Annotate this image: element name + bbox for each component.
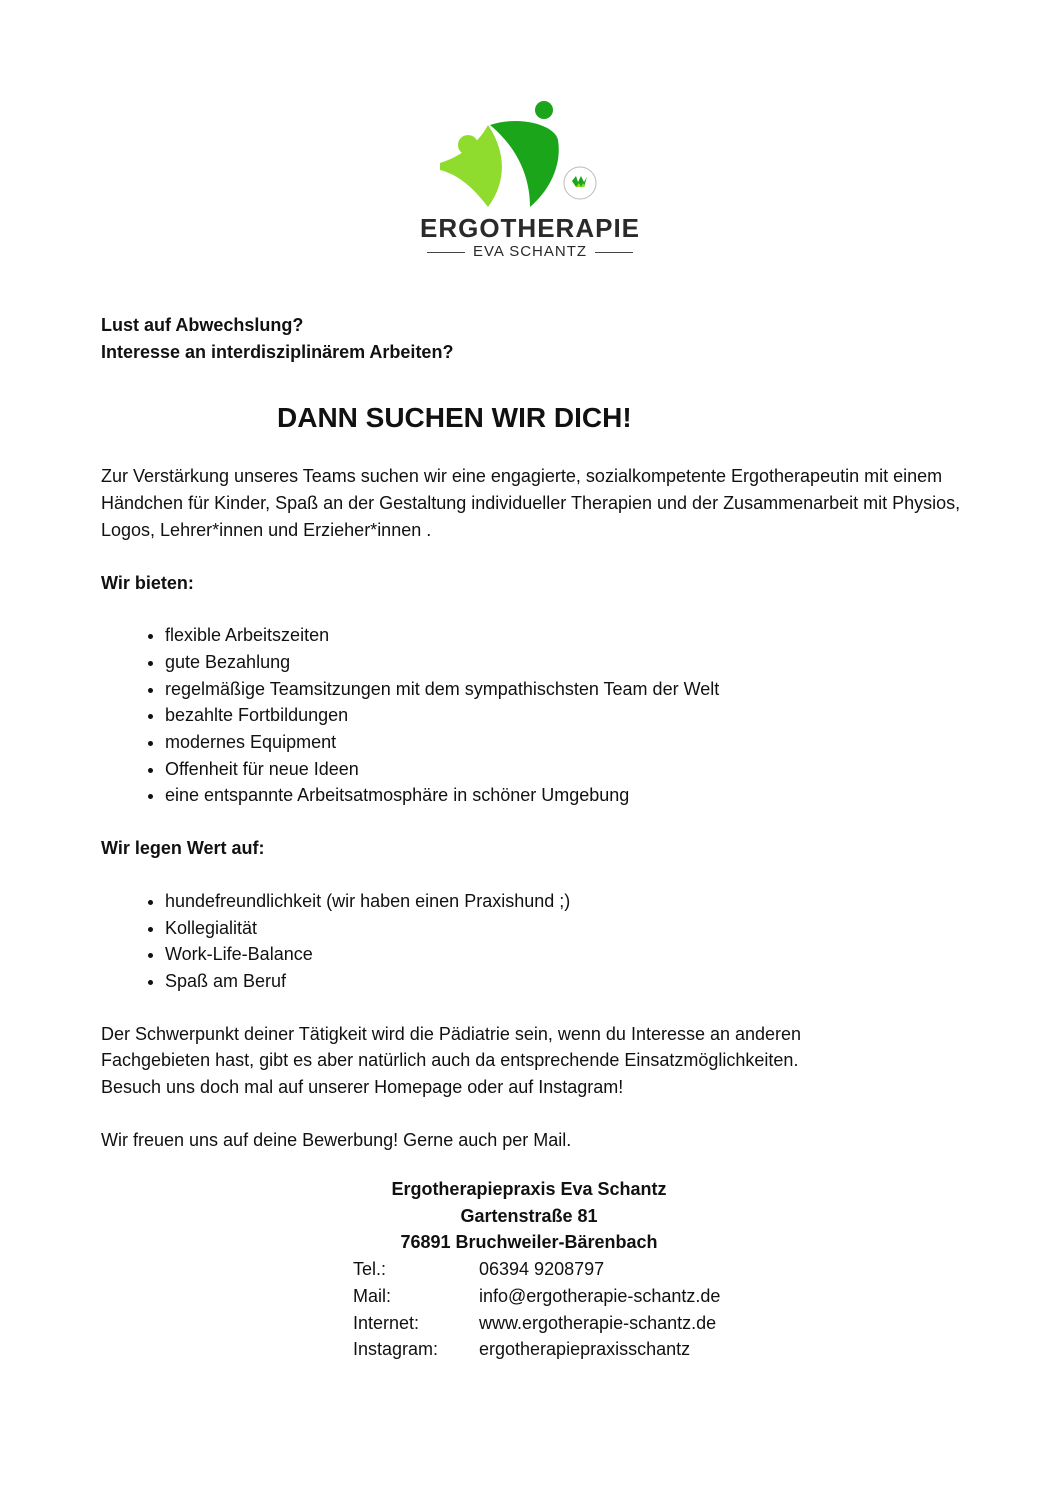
list-item: • flexible Arbeitszeiten [165,622,961,649]
contact-block [353,1176,773,1363]
phone-label: Tel.: [353,1259,387,1280]
mail-link[interactable]: info@ergotherapie-schantz.de [479,1285,721,1306]
list-item: • bezahlte Fortbildungen [165,702,961,729]
headline: DANN SUCHEN WIR DICH! [277,402,632,434]
list-item: • regelmäßige Teamsitzungen mit dem sympathischsten Team der Welt [165,676,961,703]
contact-city: 76891 Bruchweiler-Bärenbach [400,1232,658,1253]
job-ad-body [101,312,961,1153]
intro-line-1: Lust auf Abwechslung? [101,315,304,335]
practice-logo [380,95,680,265]
focus-line-1: Der Schwerpunkt deiner Tätigkeit wird die Pädiatrie sein, wenn du Interesse an anderen [101,1023,802,1044]
offer-list [101,622,961,809]
logo-figures-icon [380,95,680,215]
list-item: • Offenheit für neue Ideen [165,756,961,783]
contact-row-mail [353,1283,773,1310]
focus-line-2: Fachgebieten hast, gibt es aber natürlich auch da entsprechende Einsatzmöglichkeiten. [101,1050,799,1071]
contact-row-internet [353,1310,773,1337]
closing-line: Wir freuen uns auf deine Bewerbung! Gerne auch per Mail. [101,1129,572,1150]
contact-name: Ergotherapiepraxis Eva Schantz [391,1179,667,1199]
instagram-label: Instagram: [353,1339,439,1360]
phone-value: 06394 9208797 [479,1259,605,1280]
list-item: • Spaß am Beruf [165,968,961,995]
intro-line-2: Interesse an interdisziplinärem Arbeiten? [101,341,454,362]
contact-row-phone [353,1256,773,1283]
list-item: • gute Bezahlung [165,649,961,676]
focus-line-3: Besuch uns doch mal auf unserer Homepage oder auf Instagram! [101,1077,624,1098]
logo-subtitle: EVA SCHANTZ [380,243,680,260]
contact-row-instagram [353,1336,773,1363]
contact-street: Gartenstraße 81 [460,1205,598,1226]
list-item: • Work-Life-Balance [165,941,961,968]
list-item: • hundefreundlichkeit (wir haben einen Praxishund ;) [165,888,961,915]
website-link[interactable]: www.ergotherapie-schantz.de [479,1312,717,1333]
values-heading: Wir legen Wert auf: [101,838,265,859]
description-paragraph: Zur Verstärkung unseres Teams suchen wir eine engagierte, sozialkompetente Ergotherapeutin mit einem Händchen für Kinder, Spaß an der Gestaltung individueller Therapien und der Zusammenarbeit mit Physios, Logos, Lehrer*innen und Erzieher*innen . [101,466,961,540]
offer-heading: Wir bieten: [101,572,194,593]
instagram-handle[interactable]: ergotherapiepraxisschantz [479,1339,691,1360]
mail-label: Mail: [353,1285,392,1306]
logo-title: ERGOTHERAPIE [419,213,641,243]
values-list [101,888,961,995]
list-item: • modernes Equipment [165,729,961,756]
internet-label: Internet: [353,1312,420,1333]
list-item: • eine entspannte Arbeitsatmosphäre in schöner Umgebung [165,782,961,809]
list-item: • Kollegialität [165,915,961,942]
